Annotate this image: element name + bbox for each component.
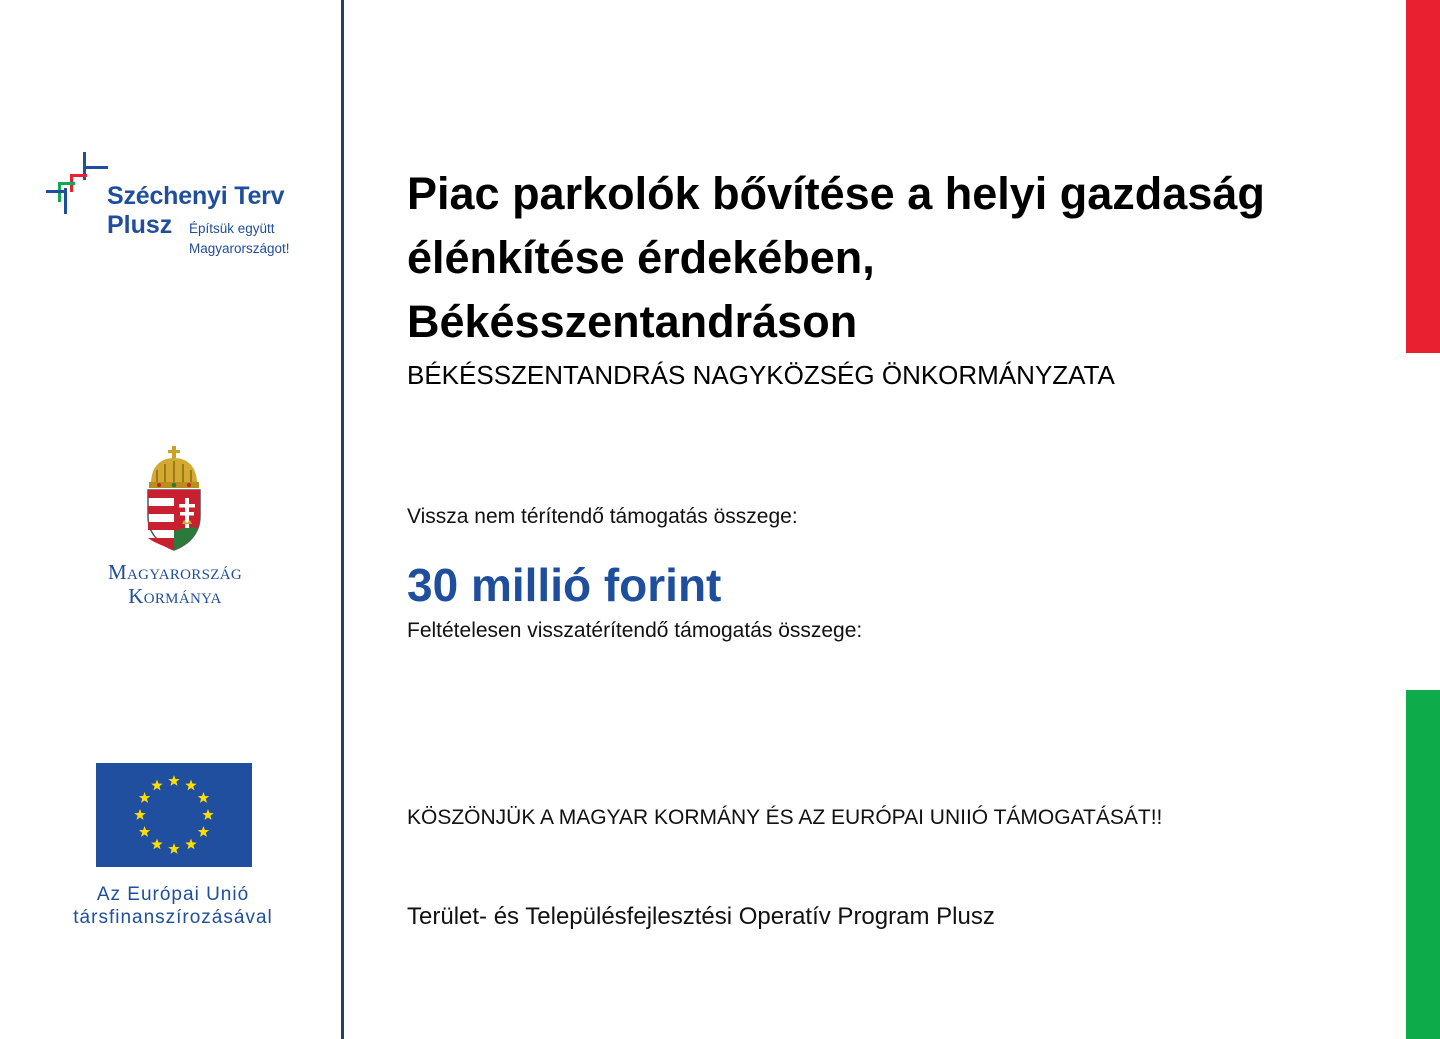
operational-program-name: Terület- és Településfejlesztési Operatív Program Plusz (407, 903, 995, 930)
eu-flag-icon (96, 763, 252, 867)
szechenyi-terv-title: Széchenyi Terv (107, 182, 285, 210)
grant-amount-value: 30 millió forint (407, 559, 722, 611)
eu-caption-line-2: társfinanszírozásával (73, 907, 273, 928)
szechenyi-terv-slogan (189, 219, 290, 259)
grant-amount-label: Vissza nem térítendő támogatás összege: (407, 505, 798, 528)
slogan-line-2: Magyarországot! (189, 241, 290, 256)
repayable-amount-label: Feltételesen visszatérítendő támogatás összege: (407, 619, 863, 642)
thanks-message: KÖSZÖNJÜK A MAGYAR KORMÁNY ÉS AZ EURÓPAI UNIIÓ TÁMOGATÁSÁT!! (407, 806, 1163, 829)
project-title: Piac parkolók bővítése a helyi gazdaság élénkítése érdekében, Békésszentandráson (407, 168, 1265, 347)
beneficiary-name: BÉKÉSSZENTANDRÁS NAGYKÖZSÉG ÖNKORMÁNYZATA (407, 360, 1115, 390)
government-label-line-1: Magyarország (108, 560, 242, 584)
eu-caption-line-1: Az Európai Unió (96, 884, 250, 905)
slogan-line-1: Építsük együtt (189, 221, 275, 236)
government-label (70, 560, 280, 608)
hungarian-coat-of-arms-icon (145, 444, 203, 552)
szechenyi-terv-cross-icon (44, 148, 110, 218)
vertical-divider (341, 0, 344, 1039)
flag-stripe-green (1406, 690, 1440, 1039)
szechenyi-terv-plusz: Plusz (107, 211, 173, 239)
flag-stripe-red (1406, 0, 1440, 353)
szechenyi-terv-logo (44, 148, 324, 268)
government-label-line-2: Kormánya (128, 584, 222, 608)
eu-caption (50, 883, 296, 929)
